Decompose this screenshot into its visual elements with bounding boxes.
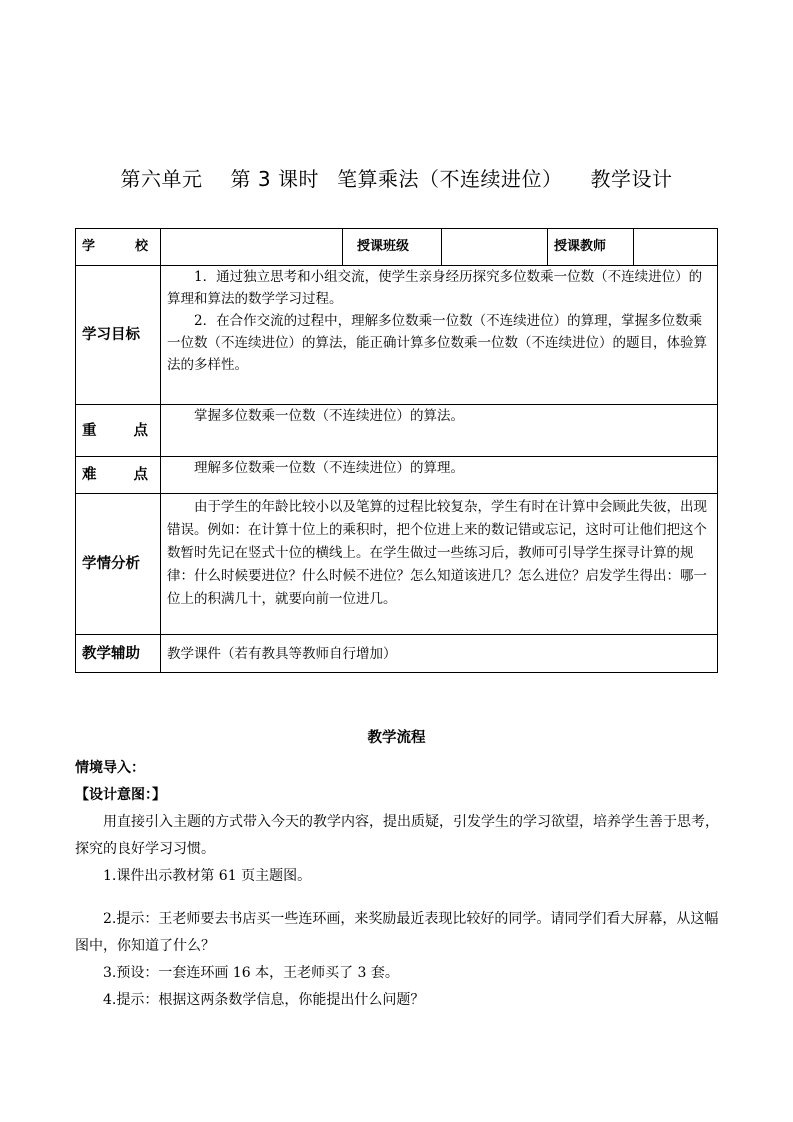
objective-2: 2．在合作交流的过程中，理解多位数乘一位数（不连续进位）的算理，掌握多位数乘一位数（不连续进位）的算法，能正确计算多位数乘一位数（不连续进位）的题目，体验算法的多样性。 <box>167 313 707 373</box>
step-1: 1.课件出示教材第 61 页主题图。 <box>103 868 312 884</box>
teacher-label: 授课教师 <box>548 229 634 266</box>
key-point-label-cell <box>76 405 161 457</box>
flow-body <box>75 755 720 1014</box>
school-value-cell <box>161 229 343 266</box>
difficulty-label-cell <box>76 457 161 494</box>
step-2: 2.提示：王老师要去书店买一些连环画，来奖励最近表现比较好的同学。请同学们看大屏幕，从这幅图中，你知道了什么？ <box>75 911 719 954</box>
intro-heading: 情境导入： <box>75 760 145 776</box>
difficulty-row <box>76 457 718 494</box>
header-row <box>76 229 718 266</box>
design-text: 用直接引入主题的方式带入今天的教学内容，提出质疑，引发学生的学习欲望，培养学生善于思考，探究的良好学习习惯。 <box>75 814 719 857</box>
design-label: 【设计意图：】 <box>75 787 166 803</box>
document-title <box>0 163 793 192</box>
title-suffix: 教学设计 <box>590 167 673 191</box>
aids-label: 教学辅助 <box>76 635 161 673</box>
aids-text: 教学课件（若有教具等教师自行增加） <box>167 645 397 662</box>
key-point-row <box>76 405 718 457</box>
step-4: 4.提示：根据这两条数学信息，你能提出什么问题？ <box>103 992 425 1008</box>
flow-heading: 教学流程 <box>367 730 426 746</box>
difficulty-label-a: 难 <box>82 467 97 483</box>
key-label-b: 点 <box>133 422 148 439</box>
class-label: 授课班级 <box>343 229 442 266</box>
key-label-a: 重 <box>82 422 97 439</box>
title-topic: 笔算乘法（不连续进位） <box>336 167 563 191</box>
analysis-label: 学情分析 <box>76 494 161 635</box>
objectives-row <box>76 266 718 405</box>
objectives-label: 学习目标 <box>76 266 161 405</box>
school-label-cell <box>76 229 161 266</box>
difficulty-label-b: 点 <box>133 467 148 483</box>
key-point-text: 掌握多位数乘一位数（不连续进位）的算法。 <box>194 408 464 424</box>
school-label-char-0: 学 <box>82 239 96 254</box>
analysis-text: 由于学生的年龄比较小以及笔算的过程比较复杂，学生有时在计算中会顾此失彼，出现错误。例如：在计算十位上的乘积时，把个位进上来的数记错或忘记，这时可让他们把这个数暂时先记在竖式十位的横线上。在学生做过一些练习后，教师可引导学生探寻计算的规律：什么时候要进位？什么时候不进位？怎么知道该进几？怎么进位？启发学生得出：哪一位上的积满几十，就要向前一位进几。 <box>167 499 707 607</box>
objective-1: 1．通过独立思考和小组交流，使学生亲身经历探究多位数乘一位数（不连续进位）的算理和算法的数学学习过程。 <box>167 269 703 307</box>
title-lesson: 第 3 课时 <box>230 167 319 191</box>
class-value-cell <box>442 229 548 266</box>
step-3: 3.预设：一套连环画 16 本，王老师买了 3 套。 <box>103 965 399 981</box>
title-unit: 第六单元 <box>120 167 203 191</box>
aids-row <box>76 635 718 673</box>
analysis-row <box>76 494 718 635</box>
lesson-plan-table <box>75 228 718 673</box>
school-label-char-1: 校 <box>134 239 148 254</box>
teacher-value-cell <box>634 229 718 266</box>
difficulty-text: 理解多位数乘一位数（不连续进位）的算理。 <box>194 460 464 476</box>
